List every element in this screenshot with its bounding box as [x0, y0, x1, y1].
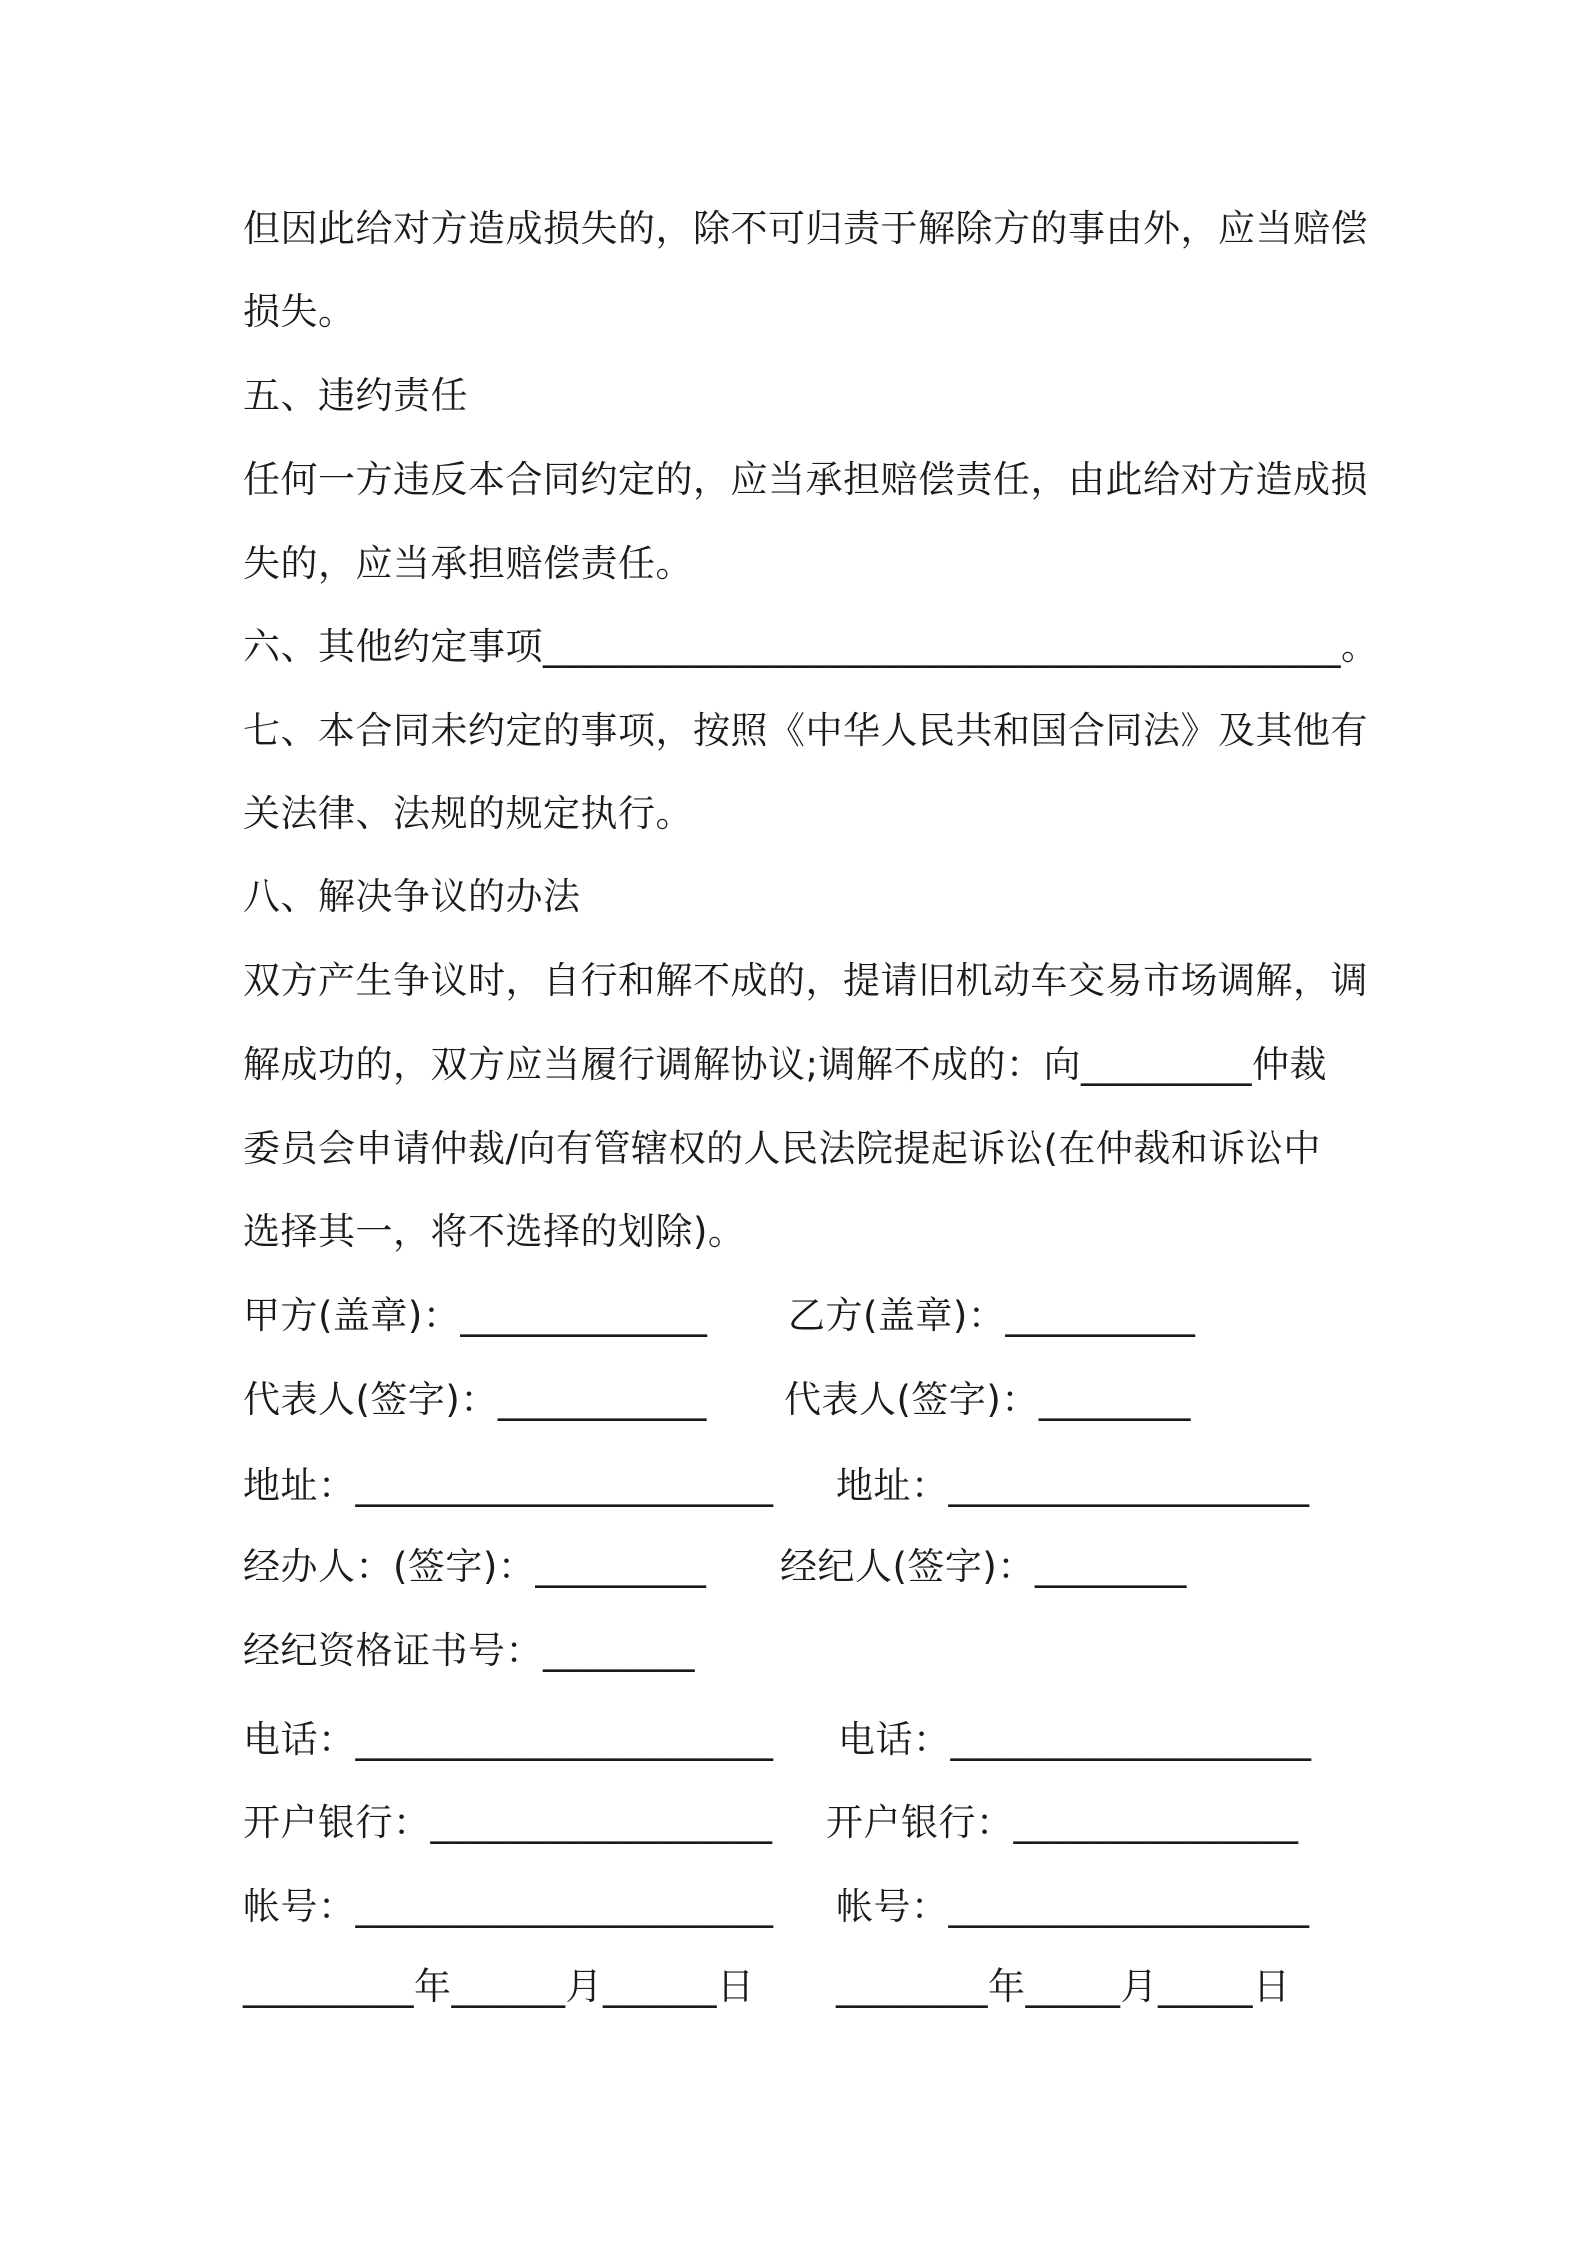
- paragraph-line: 委员会申请仲裁/向有管辖权的人民法院提起诉讼(在仲裁和诉讼中: [243, 1127, 1321, 1170]
- section-heading-8: 八、解决争议的办法: [243, 875, 581, 918]
- party-a-representative-field: 代表人(签字)：___________: [243, 1378, 707, 1421]
- party-a-account-field: 帐号：______________________: [243, 1885, 774, 1928]
- paragraph-line: 但因此给对方造成损失的，除不可归责于解除方的事由外，应当赔偿: [243, 207, 1368, 250]
- paragraph-line: 任何一方违反本合同约定的，应当承担赔偿责任，由此给对方造成损: [243, 458, 1368, 501]
- party-b-representative-field: 代表人(签字)：________: [784, 1378, 1191, 1421]
- party-b-broker-field: 经纪人(签字)：________: [780, 1545, 1187, 1588]
- paragraph-line: 选择其一，将不选择的划除)。: [243, 1210, 746, 1253]
- broker-certificate-field: 经纪资格证书号：________: [243, 1629, 695, 1672]
- party-a-date-field: _________年______月______日: [243, 1965, 755, 2008]
- party-b-account-field: 帐号：___________________: [836, 1885, 1310, 1928]
- section-heading-5: 五、违约责任: [243, 374, 468, 417]
- party-b-bank-field: 开户银行：_______________: [826, 1801, 1299, 1844]
- paragraph-line: 失的，应当承担赔偿责任。: [243, 542, 693, 585]
- party-b-phone-field: 电话：___________________: [838, 1718, 1312, 1761]
- party-b-date-field: ________年_____月_____日: [836, 1965, 1291, 2008]
- party-a-address-field: 地址：______________________: [243, 1464, 774, 1507]
- party-a-handler-field: 经办人：(签字)：_________: [243, 1545, 707, 1588]
- party-a-phone-field: 电话：______________________: [243, 1718, 774, 1761]
- paragraph-line: 损失。: [243, 290, 356, 333]
- paragraph-line: 关法律、法规的规定执行。: [243, 792, 693, 835]
- paragraph-line: 双方产生争议时，自行和解不成的，提请旧机动车交易市场调解，调: [243, 959, 1368, 1002]
- party-b-address-field: 地址：___________________: [836, 1464, 1310, 1507]
- paragraph-line: 解成功的，双方应当履行调解协议;调解不成的：向_________仲裁: [243, 1043, 1327, 1086]
- party-b-seal-field: 乙方(盖章)：__________: [788, 1294, 1196, 1337]
- party-a-bank-field: 开户银行：__________________: [243, 1801, 773, 1844]
- section-heading-6: 六、其他约定事项__________________________________________。: [243, 625, 1379, 668]
- party-a-seal-field: 甲方(盖章)：_____________: [243, 1294, 708, 1337]
- section-heading-7: 七、本合同未约定的事项，按照《中华人民共和国合同法》及其他有: [243, 709, 1368, 752]
